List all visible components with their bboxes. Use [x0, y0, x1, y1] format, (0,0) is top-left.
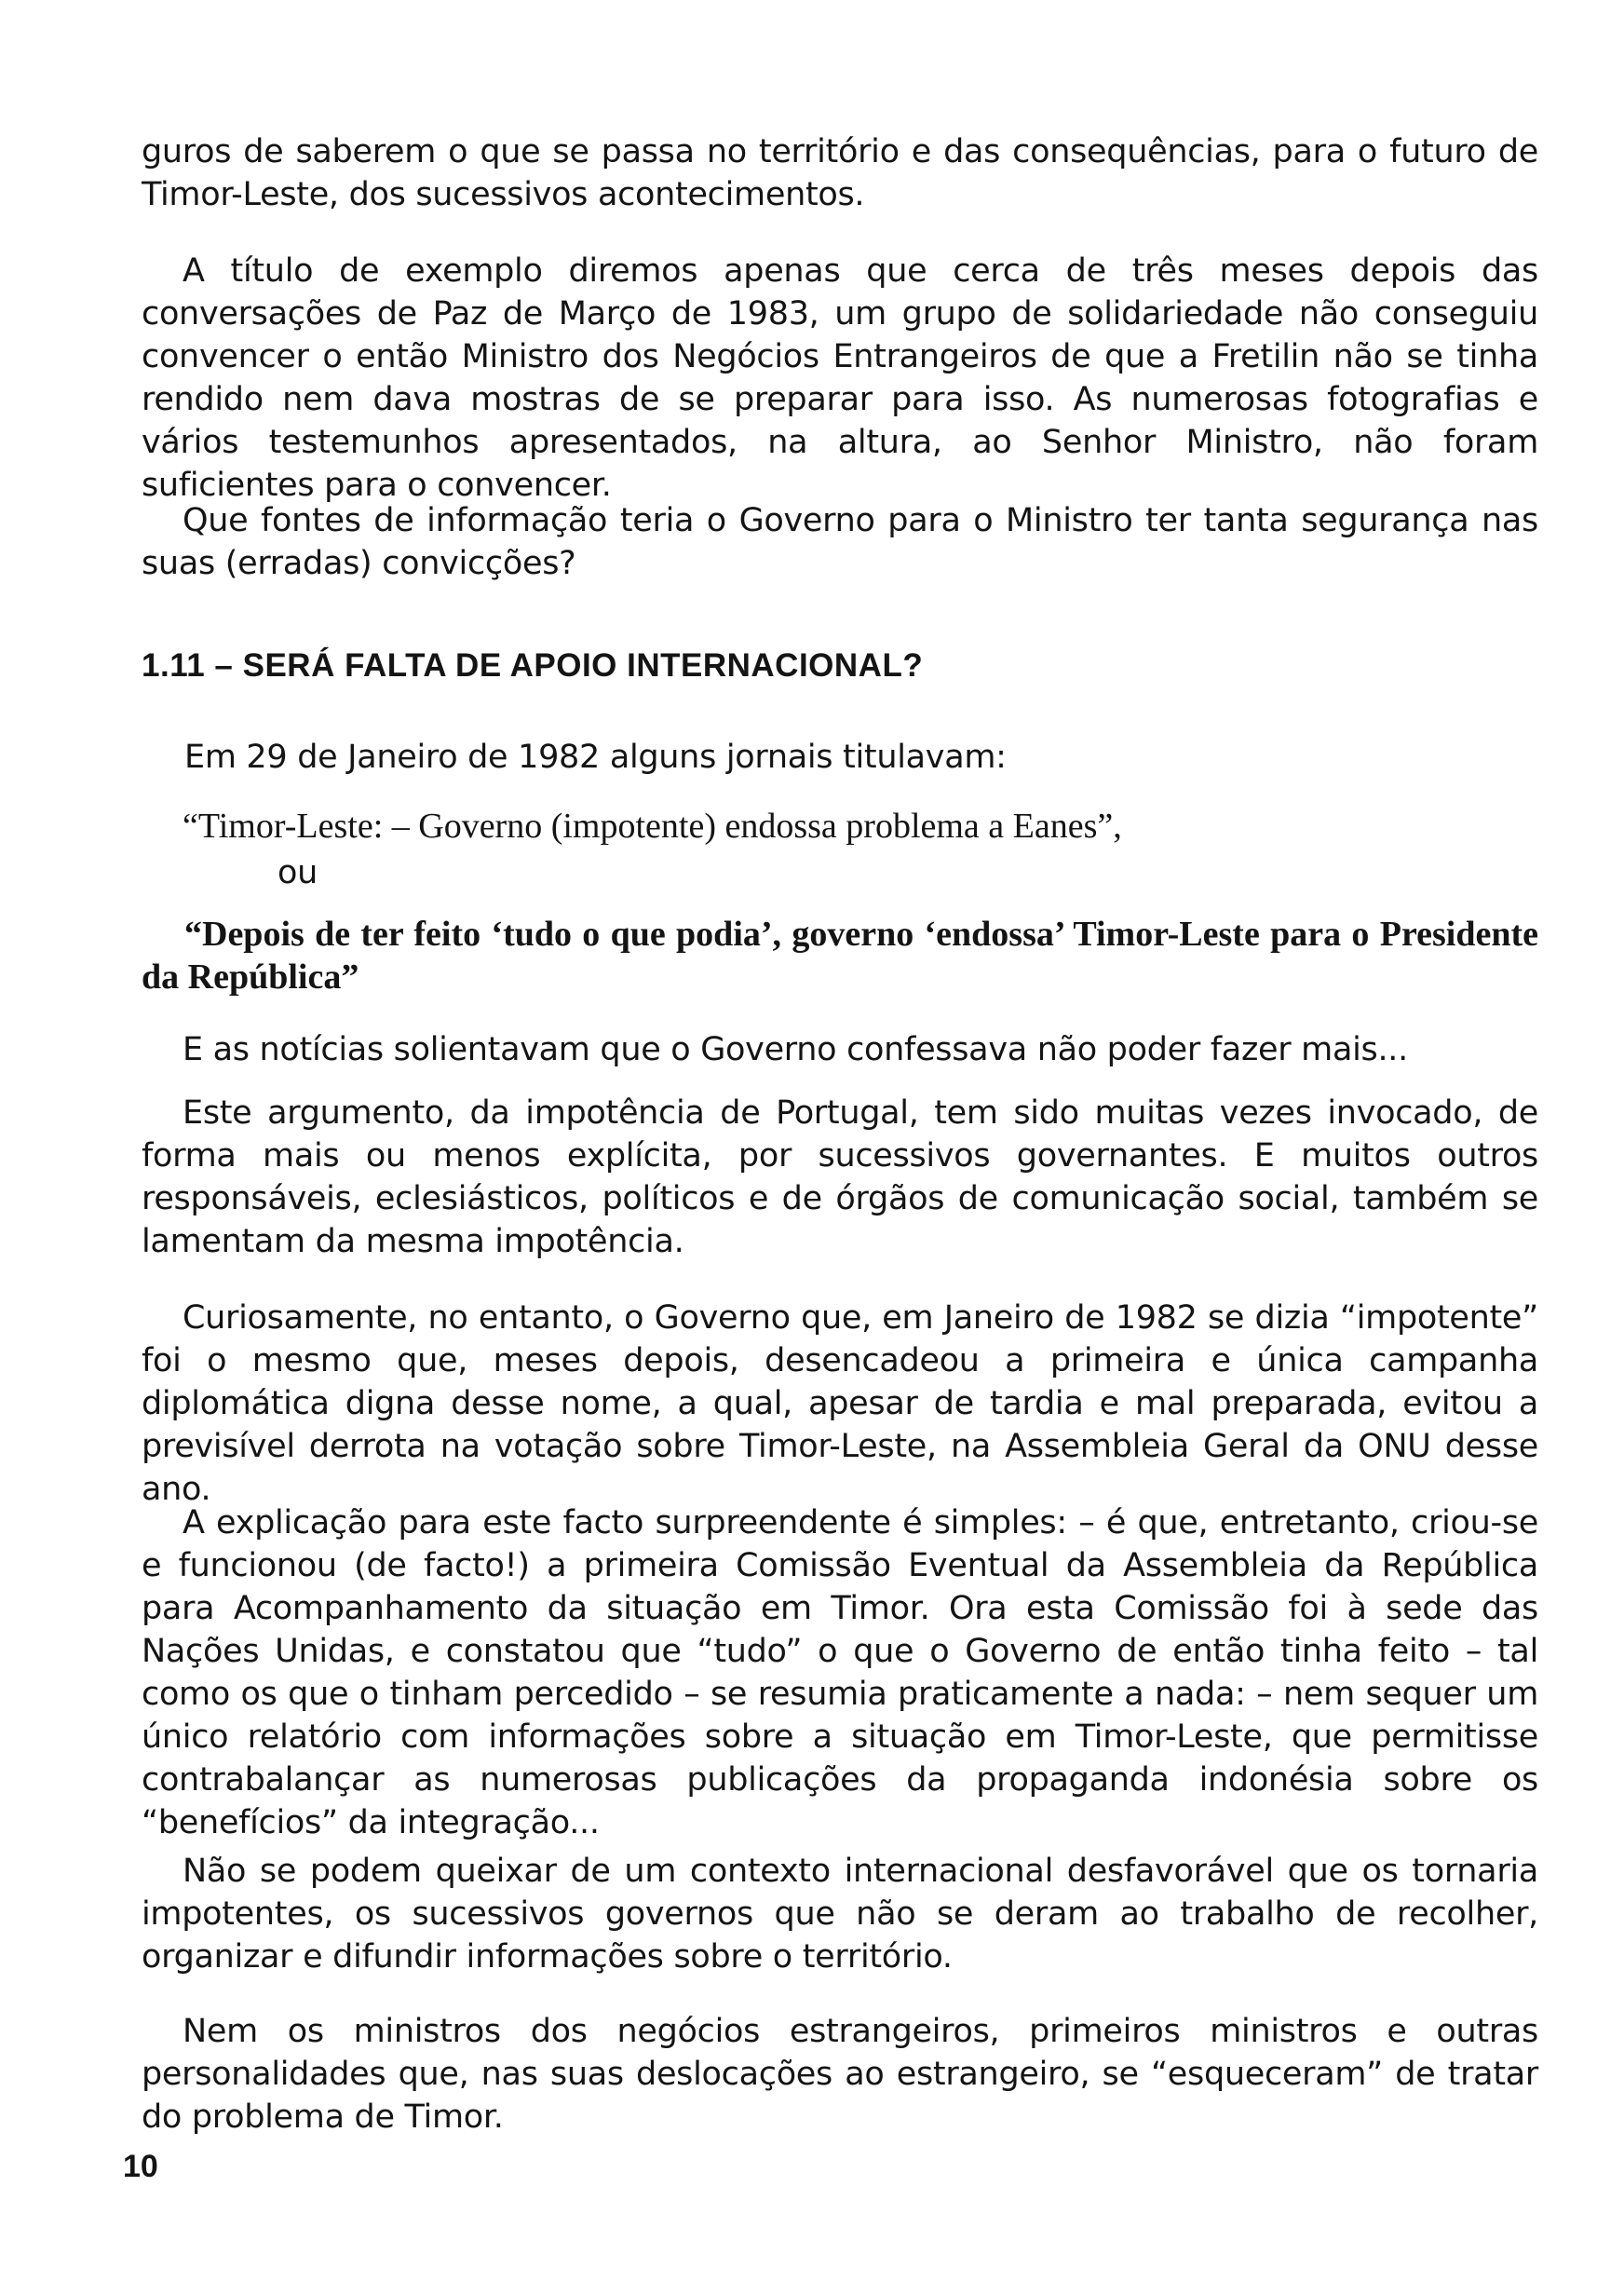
paragraph-governments: Não se podem queixar de um contexto internacional desfavorável que os tornaria impotentes, os sucessivos governos que não se deram ao trabalho de recolher, organizar e difundir informações sobre o território. — [142, 1853, 1538, 1976]
section-heading: 1.11 – SERÁ FALTA DE APOIO INTERNACIONAL? — [142, 647, 924, 684]
paragraph-argument: Este argumento, da impotência de Portugal, tem sido muitas vezes invocado, de forma mais ou menos explícita, por sucessivos governantes. E muitos outros responsáveis, eclesiásticos, políticos e de órgãos de comunicação social, também se lamentam da mesma impotência. — [142, 1094, 1538, 1260]
paragraph-explanation: A explicação para este facto surpreendente é simples: – é que, entretanto, criou-se e funcionou (de facto!) a primeira Comissão Eventual da Assembleia da República para Acompanhamento da situação em Timor. Ora esta Comissão foi à sede das Nações Unidas, e constatou que “tudo” o que o Governo de então tinha feito – tal como os que o tinham percedido – se resumia praticamente a nada: – nem sequer um único relatório com informações sobre a situação em Timor-Leste, que permitisse contrabalançar as numerosas publicações da propaganda indonésia sobre os “benefícios” da integração... — [142, 1504, 1538, 1841]
paragraph-ministers: Nem os ministros dos negócios estrangeiros, primeiros ministros e outras personalidades que, nas suas deslocações ao estrangeiro, se “esqueceram” de tratar do problema de Timor. — [142, 2013, 1538, 2136]
paragraph-newspapers: Em 29 de Janeiro de 1982 alguns jornais titulavam: — [184, 739, 1007, 776]
quote-separator: ou — [277, 854, 318, 891]
page-number: 10 — [123, 2149, 158, 2184]
paragraph-question: Que fontes de informação teria o Governo para o Ministro ter tanta segurança nas suas (erradas) convicções? — [142, 502, 1538, 582]
paragraph-news: E as notícias solientavam que o Governo confessava não poder fazer mais... — [183, 1031, 1408, 1068]
paragraph-continuation: guros de saberem o que se passa no território e das consequências, para o futuro de Timor-Leste, dos sucessivos acontecimentos. — [142, 133, 1538, 213]
newspaper-quote-1: “Timor-Leste: – Governo (impotente) endossa problema a Eanes”, — [183, 807, 1122, 846]
newspaper-quote-2: “Depois de ter feito ‘tudo o que podia’, governo ‘endossa’ Timor-Leste para o Presidente da República” — [142, 915, 1538, 997]
paragraph-example: A título de exemplo diremos apenas que cerca de três meses depois das conversações de Paz de Março de 1983, um grupo de solidariedade não conseguiu convencer o então Ministro dos Negócios Entrangeiros de que a Fretilin não se tinha rendido nem dava mostras de se preparar para isso. As numerosas fotografias e vários testemunhos apresentados, na altura, ao Senhor Ministro, não foram suficientes para o convencer. — [142, 252, 1538, 504]
paragraph-curiously: Curiosamente, no entanto, o Governo que, em Janeiro de 1982 se dizia “impotente” foi o mesmo que, meses depois, desencadeou a primeira e única campanha diplomática digna desse nome, a qual, apesar de tardia e mal preparada, evitou a previsível derrota na votação sobre Timor-Leste, na Assembleia Geral da ONU desse ano. — [142, 1299, 1538, 1508]
